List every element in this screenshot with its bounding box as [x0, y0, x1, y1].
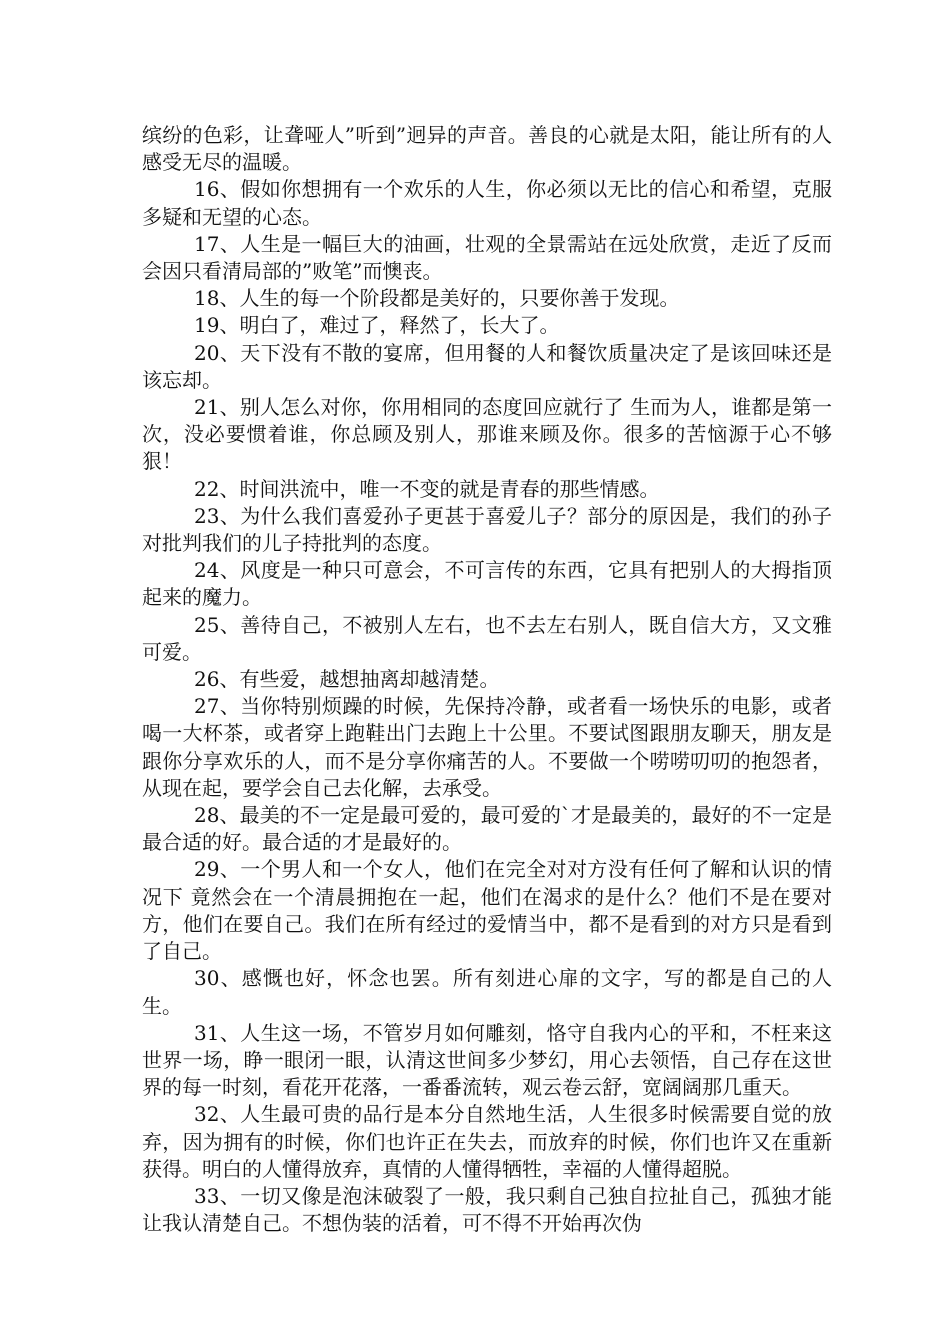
- paragraph-23: 23、为什么我们喜爱孙子更甚于喜爱儿子？部分的原因是，我们的孙子对批判我们的儿子持批判的态度。: [142, 503, 832, 556]
- paragraph-20: 20、天下没有不散的宴席，但用餐的人和餐饮质量决定了是该回味还是该忘却。: [142, 340, 832, 392]
- paragraph-28: 28、最美的不一定是最可爱的，最可爱的`才是最美的，最好的不一定是最合适的好。最合适的才是最好的。: [142, 803, 832, 855]
- paragraph-32: 32、人生最可贵的品行是本分自然地生活，人生很多时候需要自觉的放弃，因为拥有的时候，你们也许正在失去，而放弃的时候，你们也许又在重新获得。明白的人懂得放弃，真情的人懂得牺牲，幸福的人懂得超脱。: [142, 1102, 832, 1181]
- paragraph-21: 21、别人怎么对你，你用相同的态度回应就行了 生而为人，谁都是第一次，没必要惯着谁，你总顾及别人，那谁来顾及你。很多的苦恼源于心不够狠！: [142, 395, 832, 474]
- paragraph-19: 19、明白了，难过了，释然了，长大了。: [194, 313, 560, 338]
- paragraph-26: 26、有些爱，越想抽离却越清楚。: [194, 667, 500, 692]
- paragraph-18: 18、人生的每一个阶段都是美好的，只要你善于发现。: [194, 286, 680, 311]
- paragraph-31: 31、人生这一场，不管岁月如何雕刻，恪守自我内心的平和，不枉来这世界一场，睁一眼闭一眼，认清这世间多少梦幻，用心去领悟，自己存在这世界的每一时刻，看花开花落，一番番流转，观云卷云舒，宽阔阔那几重天。: [142, 1020, 832, 1100]
- paragraph-17: 17、人生是一幅巨大的油画，壮观的全景需站在远处欣赏，走近了反而会因只看清局部的”败笔”而懊丧。: [142, 231, 832, 284]
- paragraph-25: 25、善待自己，不被别人左右，也不去左右别人，既自信大方，又文雅可爱。: [142, 612, 832, 664]
- paragraph-22: 22、时间洪流中，唯一不变的就是青春的那些情感。: [194, 476, 660, 501]
- document-body: [142, 122, 832, 1237]
- paragraph-24: 24、风度是一种只可意会，不可言传的东西，它具有把别人的大拇指顶起来的魔力。: [142, 558, 832, 610]
- paragraph-33: 33、一切又像是泡沫破裂了一般，我只剩自己独自拉扯自己，孤独才能让我认清楚自己。不想伪装的活着，可不得不开始再次伪: [142, 1183, 832, 1236]
- paragraph-27: 27、当你特别烦躁的时候，先保持冷静，或者看一场快乐的电影，或者喝一大杯茶，或者穿上跑鞋出门去跑上十公里。不要试图跟朋友聊天，朋友是跟你分享欢乐的人，而不是分享你痛苦的人。不要做一个唠唠叨叨的抱怨者，从现在起，要学会自己去化解，去承受。: [142, 694, 832, 800]
- paragraph-29: 29、一个男人和一个女人，他们在完全对对方没有任何了解和认识的情况下 竟然会在一个清晨拥抱在一起，他们在渴求的是什么？他们不是在要对方，他们在要自己。我们在所有经过的爱情当中，都不是看到的对方只是看到了自己。: [142, 857, 832, 964]
- paragraph-continuation: 缤纷的色彩，让聋哑人”听到”迥异的声音。善良的心就是太阳，能让所有的人感受无尽的温暖。: [142, 123, 832, 175]
- paragraph-30: 30、感慨也好，怀念也罢。所有刻进心扉的文字，写的都是自己的人生。: [142, 966, 832, 1018]
- paragraph-16: 16、假如你想拥有一个欢乐的人生，你必须以无比的信心和希望，克服多疑和无望的心态。: [142, 177, 832, 229]
